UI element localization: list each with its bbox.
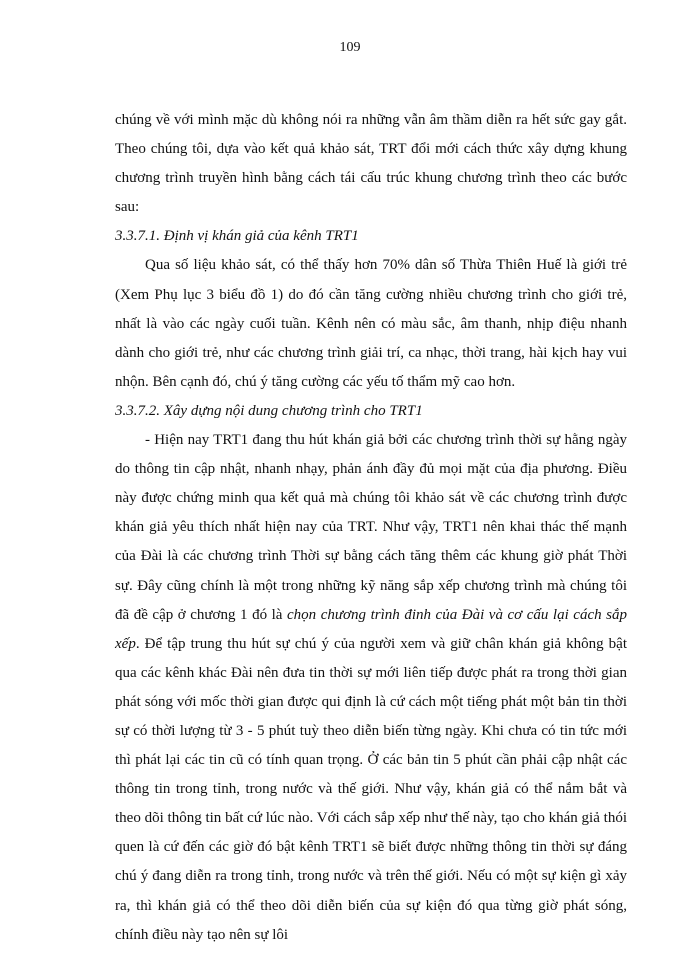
paragraph-audience: Qua số liệu khảo sát, có thể thấy hơn 70% dân số Thừa Thiên Huế là giới trẻ (Xem Phụ lục 3 biểu đồ 1) do đó cần tăng cường nhiều chương trình cho giới trẻ, nhất là vào các ngày cuối tuần. Kênh nên có màu sắc, âm thanh, nhịp điệu nhanh dành cho giới trẻ, như các chương trình giải trí, ca nhạc, thời trang, hài kịch hay vui nhộn. Bên cạnh đó, chú ý tăng cường các yếu tố thẩm mỹ cao hơn. [115, 257, 627, 390]
paragraph-program-content [115, 426, 627, 950]
page-body [115, 106, 627, 950]
paragraph-text-part-b: . Để tập trung thu hút sự chú ý của người xem và giữ chân khán giả không bật qua các kênh khác Đài nên đưa tin thời sự mới liên tiếp được phát ra trong thời gian phát sóng với mốc thời gian được qui định là cứ cách một tiếng phát một bản tin thời sự có thời lượng từ 3 - 5 phút tuỳ theo diễn biến từng ngày. Khi chưa có tin tức mới thì phát lại các tin cũ có tính quan trọng. Ở các bản tin 5 phút cần phải cập nhật các thông tin trong tỉnh, trong nước và thế giới. Như vậy, khán giả có thể nắm bắt và theo dõi thông tin bất cứ lúc nào. Với cách sắp xếp như thế này, tạo cho khán giả thói quen là cứ đến các giờ đó bật kênh TRT1 sẽ biết được những thông tin thời sự đáng chú ý đang diễn ra trong tỉnh, trong nước và trên thế giới. Nếu có một sự kiện gì xảy ra, thì khán giả có thể theo dõi diễn biến của sự kiện đó qua từng giờ phát sóng, chính điều này tạo nên sự lôi [115, 635, 627, 943]
paragraph-text-part-a: - Hiện nay TRT1 đang thu hút khán giả bởi các chương trình thời sự hằng ngày do thông tin cập nhật, nhanh nhạy, phản ánh đầy đủ mọi mặt của địa phương. Điều này được chứng minh qua kết quả mà chúng tôi khảo sát về các chương trình được khán giả yêu thích nhất hiện nay của TRT. Như vậy, TRT1 nên khai thác thế mạnh của Đài là các chương trình Thời sự bằng cách tăng thêm các khung giờ phát Thời sự. Đây cũng chính là một trong những kỹ năng sắp xếp chương trình mà chúng tôi đã đề cập ở chương 1 đó là [115, 432, 627, 623]
paragraph-italic-phrase: chọn chương trình đinh của Đài và cơ cấu lại cách sắp xếp [115, 606, 627, 652]
paragraph-continuation: chúng về với mình mặc dù không nói ra những vẫn âm thầm diễn ra hết sức gay gắt. Theo chúng tôi, dựa vào kết quả khảo sát, TRT đổi mới cách thức xây dựng khung chương trình truyền hình bằng cách tái cấu trúc khung chương trình theo các bước sau: [115, 112, 627, 216]
page-number: 109 [339, 40, 361, 55]
section-heading-3-3-7-2: 3.3.7.2. Xây dựng nội dung chương trình cho TRT1 [115, 402, 423, 419]
section-heading-3-3-7-1: 3.3.7.1. Định vị khán giả của kênh TRT1 [115, 228, 359, 245]
